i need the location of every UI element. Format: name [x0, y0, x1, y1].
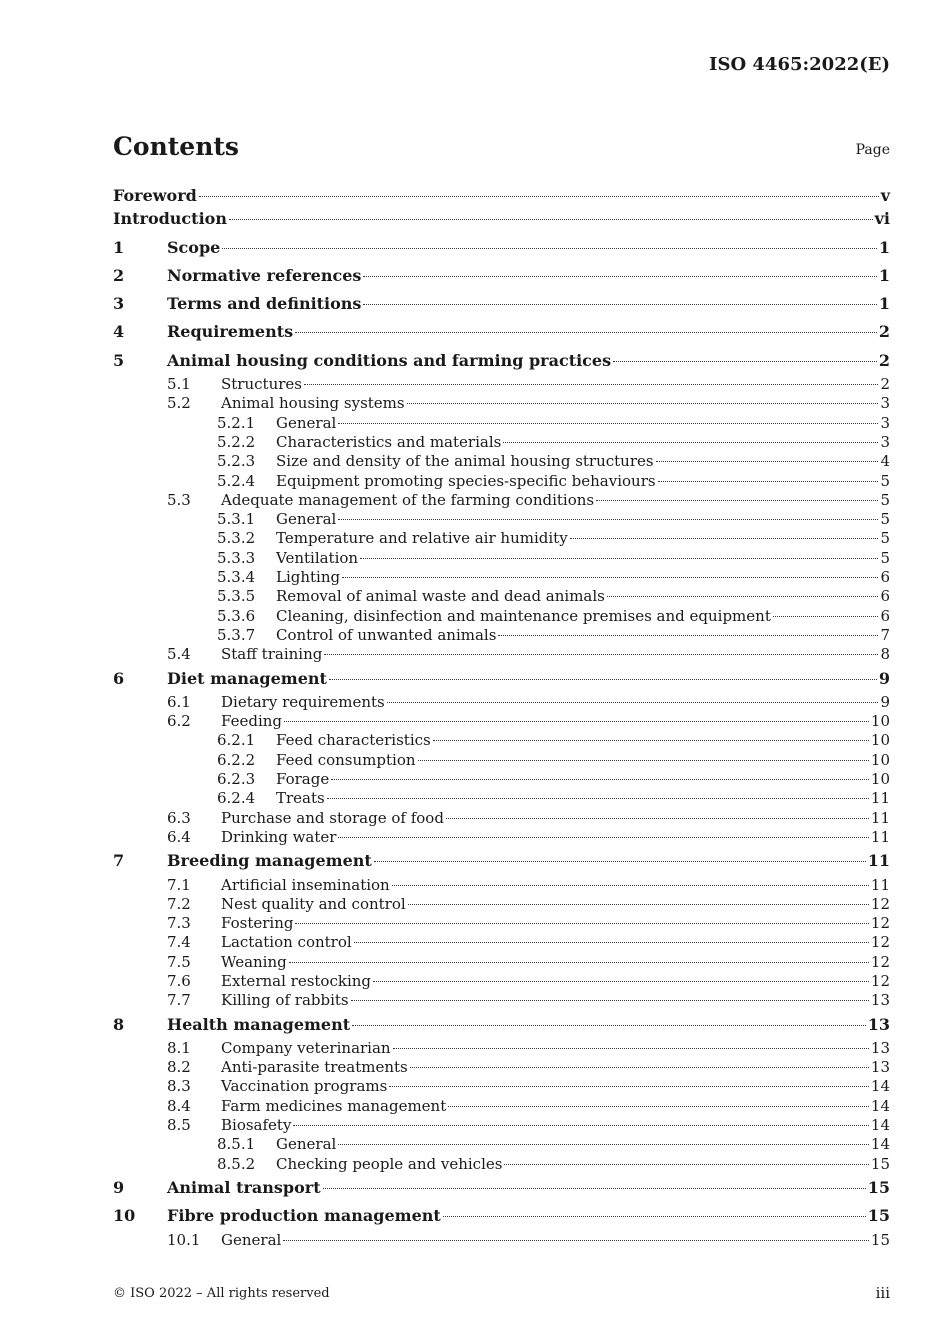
copyright-notice: © ISO 2022 – All rights reserved — [113, 1286, 330, 1301]
toc-entry-page: 10 — [870, 712, 890, 731]
toc-entry[interactable] — [113, 1058, 890, 1077]
dot-leader — [293, 1125, 868, 1126]
toc-entry-number: 7 — [113, 851, 125, 871]
toc-entry-number: 3 — [113, 294, 125, 314]
toc-entry-title[interactable]: General — [276, 1135, 337, 1154]
toc-entry[interactable] — [113, 452, 890, 471]
dot-leader — [304, 384, 878, 385]
toc-entry[interactable] — [113, 665, 890, 693]
toc-entry-title[interactable]: General — [276, 413, 337, 432]
toc-entry-title[interactable]: Adequate management of the farming conditions — [221, 490, 595, 509]
toc-entry-number: 5.1 — [167, 375, 191, 394]
toc-entry[interactable] — [113, 394, 890, 413]
dot-leader — [289, 962, 869, 963]
toc-entry-page: 12 — [870, 933, 890, 952]
toc-entry-page: 1 — [878, 294, 890, 314]
toc-entry-title[interactable]: Animal housing systems — [221, 394, 405, 413]
toc-entry[interactable] — [113, 472, 890, 491]
toc-entry[interactable] — [113, 789, 890, 808]
dot-leader — [773, 616, 879, 617]
toc-entry-title[interactable]: Feed consumption — [276, 750, 416, 769]
toc-entry[interactable] — [113, 645, 890, 664]
toc-entry-page: 12 — [870, 952, 890, 971]
toc-entry[interactable] — [113, 933, 890, 952]
toc-entry-page: 11 — [870, 875, 890, 894]
toc-entry-page: 11 — [870, 808, 890, 827]
dot-leader — [374, 861, 866, 862]
toc-entry-number: 8.5.1 — [217, 1135, 256, 1154]
toc-entry-number: 10 — [113, 1206, 136, 1226]
toc-entry[interactable] — [113, 491, 890, 510]
toc-entry-number: 7.2 — [167, 894, 191, 913]
dot-leader — [338, 519, 878, 520]
toc-entry-page: 10 — [870, 731, 890, 750]
toc-entry-page: 10 — [870, 750, 890, 769]
dot-leader — [613, 361, 877, 362]
toc-entry-number: 7.5 — [167, 952, 191, 971]
toc-entry-number: 5.3.4 — [217, 568, 256, 587]
toc-entry-page: 13 — [867, 1014, 890, 1034]
toc-entry-title[interactable]: Artificial insemination — [221, 875, 390, 894]
toc-entry[interactable] — [113, 914, 890, 933]
toc-entry-title[interactable]: External restocking — [221, 971, 372, 990]
dot-leader — [448, 1106, 869, 1107]
dot-leader — [331, 779, 869, 780]
toc-entry-page: 1 — [878, 265, 890, 285]
toc-entry[interactable] — [113, 1116, 890, 1135]
toc-entry-number: 5.3.5 — [217, 587, 256, 606]
toc-entry-page: 12 — [870, 914, 890, 933]
toc-entry[interactable] — [113, 587, 890, 606]
toc-entry[interactable] — [113, 693, 890, 712]
toc-entry-page: 12 — [870, 894, 890, 913]
toc-entry-title[interactable]: Fibre production management — [167, 1206, 441, 1226]
toc-entry-page: 2 — [878, 350, 890, 370]
toc-entry[interactable] — [113, 1039, 890, 1058]
dot-leader — [352, 1025, 866, 1026]
toc-entry[interactable] — [113, 972, 890, 991]
toc-entry[interactable] — [113, 205, 890, 233]
toc-entry-number: 8.5.2 — [217, 1154, 256, 1173]
toc-entry[interactable] — [113, 991, 890, 1010]
dot-leader — [351, 1000, 869, 1001]
toc-entry-title[interactable]: Health management — [167, 1014, 351, 1034]
toc-entry-number: 5.4 — [167, 645, 191, 664]
dot-leader — [410, 1067, 869, 1068]
dot-leader — [658, 481, 879, 482]
toc-entry-number: 5.2.4 — [217, 471, 256, 490]
toc-entry-title[interactable]: General — [276, 510, 337, 529]
toc-entry-page: 5 — [880, 510, 890, 529]
toc-entry-page: vi — [874, 209, 890, 229]
toc-entry-title[interactable]: Checking people and vehicles — [276, 1154, 503, 1173]
dot-leader — [327, 798, 869, 799]
toc-entry-number: 7.4 — [167, 933, 191, 952]
dot-leader — [342, 577, 878, 578]
dot-leader — [323, 1188, 866, 1189]
toc-entry-page: 9 — [880, 692, 890, 711]
toc-entry-number: 6 — [113, 668, 125, 688]
toc-entry-title[interactable]: Cleaning, disinfection and maintenance premises and equipment — [276, 606, 771, 625]
dot-leader — [387, 702, 879, 703]
dot-leader — [498, 635, 878, 636]
toc-entry[interactable] — [113, 731, 890, 750]
toc-entry-title[interactable]: Drinking water — [221, 827, 337, 846]
toc-entry-title[interactable]: Normative references — [167, 265, 362, 285]
dot-leader — [407, 403, 879, 404]
toc-entry-title[interactable]: Requirements — [167, 322, 294, 342]
toc-entry-number: 7.7 — [167, 991, 191, 1010]
dot-leader — [199, 196, 879, 197]
toc-entry-page: 15 — [867, 1206, 890, 1226]
toc-entry-title[interactable]: Lactation control — [221, 933, 352, 952]
page-number: iii — [875, 1284, 890, 1302]
toc-entry[interactable] — [113, 876, 890, 895]
dot-leader — [329, 679, 877, 680]
dot-leader — [570, 538, 879, 539]
toc-entry-page: 15 — [870, 1230, 890, 1249]
dot-leader — [418, 760, 869, 761]
toc-entry[interactable] — [113, 828, 890, 847]
toc-entry-number: 6.2.1 — [217, 731, 256, 750]
toc-entry-page: 13 — [870, 991, 890, 1010]
toc-entry-number: 5.3.6 — [217, 606, 256, 625]
toc-entry-title[interactable]: Size and density of the animal housing structures — [276, 452, 654, 471]
toc-entry-number: 8.1 — [167, 1038, 191, 1057]
toc-entry-page: 3 — [880, 394, 890, 413]
toc-entry[interactable] — [113, 626, 890, 645]
dot-leader — [338, 423, 878, 424]
toc-entry[interactable] — [113, 290, 890, 318]
toc-entry-page: 11 — [870, 827, 890, 846]
toc-entry-title[interactable]: Foreword — [113, 186, 197, 205]
toc-entry-page: 13 — [870, 1038, 890, 1057]
toc-entry-page: 3 — [880, 413, 890, 432]
toc-entry[interactable] — [113, 895, 890, 914]
toc-entry-number: 5.2.1 — [217, 413, 256, 432]
toc-entry-title[interactable]: Control of unwanted animals — [276, 625, 497, 644]
dot-leader — [656, 461, 879, 462]
dot-leader — [363, 304, 876, 305]
toc-entry-title[interactable]: Scope — [167, 237, 221, 257]
dot-leader — [363, 276, 876, 277]
toc-entry-page: 11 — [867, 851, 890, 871]
dot-leader — [360, 558, 878, 559]
toc-entry-page: 6 — [880, 568, 890, 587]
toc-entry-number: 9 — [113, 1177, 125, 1197]
toc-entry-number: 6.2.3 — [217, 770, 256, 789]
toc-entry-page: 2 — [878, 322, 890, 342]
toc-entry[interactable] — [113, 751, 890, 770]
toc-entry-title[interactable]: Temperature and relative air humidity — [276, 529, 568, 548]
toc-entry-number: 7.3 — [167, 914, 191, 933]
dot-leader — [295, 332, 877, 333]
toc-entry-number: 5.3.3 — [217, 548, 256, 567]
toc-entry[interactable] — [113, 770, 890, 789]
toc-entry-title[interactable]: Farm medicines management — [221, 1096, 447, 1115]
toc-entry-number: 5.3.2 — [217, 529, 256, 548]
document-id: ISO 4465:2022(E) — [709, 54, 890, 75]
toc-entry-title[interactable]: Company veterinarian — [221, 1038, 391, 1057]
toc-entry-page: 9 — [878, 668, 890, 688]
toc-entry[interactable] — [113, 607, 890, 626]
toc-entry-title[interactable]: Feed characteristics — [276, 731, 431, 750]
toc-entry[interactable] — [113, 1231, 890, 1250]
table-of-contents — [113, 186, 890, 1250]
toc-entry-title[interactable]: Fostering — [221, 914, 294, 933]
toc-entry-title[interactable]: Introduction — [113, 209, 227, 229]
dot-leader — [392, 885, 869, 886]
toc-entry-title[interactable]: Staff training — [221, 645, 323, 664]
toc-entry-title[interactable]: Ventilation — [276, 548, 359, 567]
toc-entry[interactable] — [113, 186, 890, 205]
toc-entry-page: 4 — [880, 452, 890, 471]
toc-entry-number: 6.1 — [167, 692, 191, 711]
toc-entry-title[interactable]: Biosafety — [221, 1116, 292, 1135]
toc-entry[interactable] — [113, 549, 890, 568]
toc-entry-number: 8.4 — [167, 1096, 191, 1115]
toc-entry-number: 5.2.2 — [217, 432, 256, 451]
toc-entry-number: 8.3 — [167, 1077, 191, 1096]
dot-leader — [433, 740, 869, 741]
toc-entry-title[interactable]: Characteristics and materials — [276, 432, 502, 451]
toc-entry-number: 7.6 — [167, 971, 191, 990]
toc-entry-title[interactable]: Animal housing conditions and farming practices — [167, 350, 612, 370]
toc-entry[interactable] — [113, 568, 890, 587]
toc-entry-page: 14 — [870, 1096, 890, 1115]
toc-entry-number: 5.3.7 — [217, 625, 256, 644]
dot-leader — [393, 1048, 869, 1049]
dot-leader — [389, 1086, 869, 1087]
toc-entry[interactable] — [113, 1097, 890, 1116]
toc-entry-page: 7 — [880, 625, 890, 644]
toc-entry-title[interactable]: Animal transport — [167, 1177, 321, 1197]
dot-leader — [284, 721, 869, 722]
toc-entry-title[interactable]: Purchase and storage of food — [221, 808, 444, 827]
toc-entry[interactable] — [113, 1135, 890, 1154]
dot-leader — [283, 1240, 869, 1241]
toc-entry[interactable] — [113, 433, 890, 452]
toc-entry-page: 3 — [880, 432, 890, 451]
toc-entry-number: 5.3 — [167, 490, 191, 509]
toc-entry-number: 6.2 — [167, 712, 191, 731]
toc-entry-number: 5.2 — [167, 394, 191, 413]
toc-entry-page: 6 — [880, 606, 890, 625]
toc-entry-number: 4 — [113, 322, 125, 342]
dot-leader — [596, 500, 878, 501]
toc-entry-page: 10 — [870, 770, 890, 789]
toc-entry-number: 5 — [113, 350, 125, 370]
dot-leader — [229, 219, 873, 220]
toc-entry-number: 5.2.3 — [217, 452, 256, 471]
toc-entry-number: 5.3.1 — [217, 510, 256, 529]
toc-entry-number: 7.1 — [167, 875, 191, 894]
toc-entry-number: 6.4 — [167, 827, 191, 846]
toc-entry-title[interactable]: Equipment promoting species-specific behaviours — [276, 471, 656, 490]
contents-title: Contents — [113, 132, 240, 161]
toc-entry-page: 15 — [867, 1177, 890, 1197]
toc-entry-title[interactable]: General — [221, 1230, 282, 1249]
dot-leader — [354, 942, 869, 943]
toc-entry-page: 13 — [870, 1058, 890, 1077]
toc-entry-title[interactable]: Forage — [276, 770, 330, 789]
toc-entry-title[interactable]: Feeding — [221, 712, 283, 731]
toc-entry[interactable] — [113, 1077, 890, 1096]
dot-leader — [504, 1164, 868, 1165]
dot-leader — [324, 654, 878, 655]
toc-entry-number: 8.2 — [167, 1058, 191, 1077]
toc-entry[interactable] — [113, 510, 890, 529]
toc-entry-title[interactable]: Weaning — [221, 952, 287, 971]
dot-leader — [295, 923, 868, 924]
toc-entry-title[interactable]: Diet management — [167, 668, 327, 688]
toc-entry-page: 15 — [870, 1154, 890, 1173]
toc-entry-page: 5 — [880, 471, 890, 490]
toc-entry-number: 6.2.4 — [217, 789, 256, 808]
toc-entry[interactable] — [113, 262, 890, 290]
toc-entry-title[interactable]: Nest quality and control — [221, 894, 406, 913]
toc-entry[interactable] — [113, 529, 890, 548]
toc-entry[interactable] — [113, 1155, 890, 1174]
toc-entry[interactable] — [113, 347, 890, 375]
toc-entry-title[interactable]: Anti-parasite treatments — [221, 1058, 408, 1077]
dot-leader — [338, 1144, 869, 1145]
toc-entry-page: 5 — [880, 490, 890, 509]
toc-entry[interactable] — [113, 234, 890, 262]
dot-leader — [443, 1216, 866, 1217]
toc-entry-number: 2 — [113, 265, 125, 285]
toc-entry-number: 8.5 — [167, 1116, 191, 1135]
toc-entry[interactable] — [113, 375, 890, 394]
toc-entry-page: 12 — [870, 971, 890, 990]
dot-leader — [222, 248, 877, 249]
page-column-label: Page — [855, 142, 890, 158]
toc-entry-title[interactable]: Structures — [221, 375, 302, 394]
toc-entry-page: 5 — [880, 529, 890, 548]
toc-entry[interactable] — [113, 1011, 890, 1039]
toc-entry-number: 6.2.2 — [217, 750, 256, 769]
toc-entry-title[interactable]: Killing of rabbits — [221, 991, 349, 1010]
toc-entry[interactable] — [113, 953, 890, 972]
toc-entry-page: 11 — [870, 789, 890, 808]
toc-entry-number: 6.3 — [167, 808, 191, 827]
dot-leader — [607, 596, 879, 597]
toc-entry[interactable] — [113, 1202, 890, 1230]
toc-entry[interactable] — [113, 318, 890, 346]
toc-entry-number: 1 — [113, 237, 125, 257]
toc-entry-page: 14 — [870, 1116, 890, 1135]
toc-entry-page: 14 — [870, 1077, 890, 1096]
toc-entry-page: 2 — [880, 375, 890, 394]
dot-leader — [446, 818, 869, 819]
toc-entry-number: 10.1 — [167, 1230, 201, 1249]
toc-entry-page: 14 — [870, 1135, 890, 1154]
toc-entry[interactable] — [113, 847, 890, 875]
dot-leader — [338, 837, 868, 838]
toc-entry-title[interactable]: Dietary requirements — [221, 692, 385, 711]
toc-entry-title[interactable]: Removal of animal waste and dead animals — [276, 587, 605, 606]
toc-entry[interactable] — [113, 1174, 890, 1202]
toc-entry[interactable] — [113, 414, 890, 433]
toc-entry-page: 1 — [878, 237, 890, 257]
toc-entry-page: 5 — [880, 548, 890, 567]
toc-entry-title[interactable]: Treats — [276, 789, 325, 808]
toc-entry-page: v — [880, 186, 890, 205]
dot-leader — [503, 442, 878, 443]
toc-entry-number: 8 — [113, 1014, 125, 1034]
toc-entry-page: 8 — [880, 645, 890, 664]
dot-leader — [408, 904, 869, 905]
toc-entry-title[interactable]: Lighting — [276, 568, 341, 587]
toc-entry[interactable] — [113, 712, 890, 731]
toc-entry-title[interactable]: Vaccination programs — [221, 1077, 388, 1096]
dot-leader — [373, 981, 869, 982]
toc-entry-page: 6 — [880, 587, 890, 606]
toc-entry[interactable] — [113, 809, 890, 828]
toc-entry-title[interactable]: Breeding management — [167, 851, 372, 871]
toc-entry-title[interactable]: Terms and definitions — [167, 294, 362, 314]
